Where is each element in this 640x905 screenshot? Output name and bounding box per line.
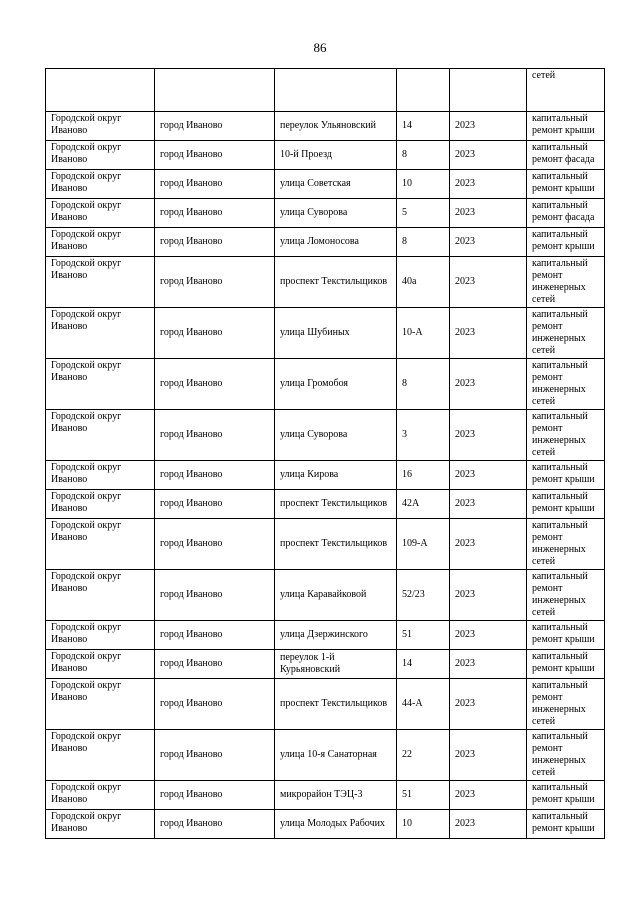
cell-municipality: Городской округ Иваново [46,141,155,170]
table-row [46,308,605,359]
cell-work-type: капитальный ремонт инженерных сетей [527,308,605,359]
cell-settlement: город Иваново [155,621,275,650]
cell-street: улица Суворова [275,410,397,461]
cell-house: 22 [397,730,450,781]
cell-municipality: Городской округ Иваново [46,781,155,810]
cell-work-type: капитальный ремонт фасада [527,199,605,228]
table-row [46,490,605,519]
cell-street: улица Громобоя [275,359,397,410]
table-row [46,730,605,781]
cell-settlement: город Иваново [155,257,275,308]
cell-municipality: Городской округ Иваново [46,810,155,839]
cell-settlement: город Иваново [155,359,275,410]
table-row [46,112,605,141]
cell-house [397,69,450,112]
cell-house: 42А [397,490,450,519]
cell-work-type: капитальный ремонт инженерных сетей [527,679,605,730]
page-number: 86 [313,40,327,55]
cell-street: проспект Текстильщиков [275,519,397,570]
cell-house: 10 [397,810,450,839]
cell-house: 10-А [397,308,450,359]
cell-municipality: Городской округ Иваново [46,621,155,650]
table-row [46,359,605,410]
cell-street: улица Ломоносова [275,228,397,257]
cell-work-type: капитальный ремонт инженерных сетей [527,257,605,308]
table-row [46,228,605,257]
cell-settlement: город Иваново [155,650,275,679]
table-row [46,810,605,839]
cell-settlement: город Иваново [155,570,275,621]
table-row [46,461,605,490]
cell-work-type: капитальный ремонт крыши [527,490,605,519]
table-row [46,170,605,199]
cell-year: 2023 [450,359,527,410]
cell-year: 2023 [450,141,527,170]
cell-year: 2023 [450,679,527,730]
cell-municipality: Городской округ Иваново [46,308,155,359]
table-row [46,679,605,730]
cell-street: проспект Текстильщиков [275,257,397,308]
housing-repair-table [45,68,605,839]
table-row [46,141,605,170]
cell-settlement: город Иваново [155,308,275,359]
cell-house: 5 [397,199,450,228]
cell-house: 3 [397,410,450,461]
cell-house: 51 [397,781,450,810]
cell-house: 14 [397,112,450,141]
cell-work-type: капитальный ремонт крыши [527,170,605,199]
cell-street: проспект Текстильщиков [275,490,397,519]
cell-year: 2023 [450,257,527,308]
cell-municipality: Городской округ Иваново [46,359,155,410]
cell-settlement: город Иваново [155,490,275,519]
table-row [46,621,605,650]
cell-street: микрорайон ТЭЦ-3 [275,781,397,810]
cell-year: 2023 [450,490,527,519]
cell-street [275,69,397,112]
cell-municipality: Городской округ Иваново [46,112,155,141]
cell-settlement: город Иваново [155,170,275,199]
cell-work-type: капитальный ремонт крыши [527,650,605,679]
cell-municipality [46,69,155,112]
cell-work-type: капитальный ремонт инженерных сетей [527,730,605,781]
cell-municipality: Городской округ Иваново [46,410,155,461]
cell-year [450,69,527,112]
cell-work-type: капитальный ремонт крыши [527,621,605,650]
cell-street: улица Советская [275,170,397,199]
cell-municipality: Городской округ Иваново [46,730,155,781]
cell-work-type: капитальный ремонт инженерных сетей [527,410,605,461]
cell-year: 2023 [450,410,527,461]
cell-street: улица Каравайковой [275,570,397,621]
cell-year: 2023 [450,730,527,781]
cell-work-type: капитальный ремонт крыши [527,810,605,839]
cell-house: 16 [397,461,450,490]
cell-work-type: капитальный ремонт крыши [527,228,605,257]
cell-settlement: город Иваново [155,730,275,781]
cell-house: 8 [397,359,450,410]
cell-work-type: капитальный ремонт крыши [527,112,605,141]
cell-street: 10-й Проезд [275,141,397,170]
cell-municipality: Городской округ Иваново [46,570,155,621]
table-row [46,199,605,228]
cell-work-type: капитальный ремонт инженерных сетей [527,519,605,570]
cell-municipality: Городской округ Иваново [46,650,155,679]
cell-year: 2023 [450,112,527,141]
cell-street: переулок Ульяновский [275,112,397,141]
cell-street: улица Суворова [275,199,397,228]
cell-work-type: капитальный ремонт крыши [527,461,605,490]
cell-work-type: капитальный ремонт инженерных сетей [527,570,605,621]
cell-year: 2023 [450,570,527,621]
cell-municipality: Городской округ Иваново [46,679,155,730]
cell-municipality: Городской округ Иваново [46,519,155,570]
cell-year: 2023 [450,519,527,570]
cell-year: 2023 [450,170,527,199]
cell-street: улица Кирова [275,461,397,490]
cell-house: 51 [397,621,450,650]
cell-year: 2023 [450,621,527,650]
cell-street: переулок 1-й Курьяновский [275,650,397,679]
cell-street: проспект Текстильщиков [275,679,397,730]
cell-settlement: город Иваново [155,112,275,141]
table-row-continuation [46,69,605,112]
cell-year: 2023 [450,461,527,490]
cell-municipality: Городской округ Иваново [46,199,155,228]
cell-work-type: капитальный ремонт инженерных сетей [527,359,605,410]
cell-municipality: Городской округ Иваново [46,490,155,519]
cell-settlement: город Иваново [155,199,275,228]
cell-house: 10 [397,170,450,199]
cell-settlement: город Иваново [155,519,275,570]
cell-municipality: Городской округ Иваново [46,257,155,308]
cell-street: улица Дзержинского [275,621,397,650]
cell-house: 109-А [397,519,450,570]
cell-year: 2023 [450,781,527,810]
table-row [46,570,605,621]
cell-settlement: город Иваново [155,810,275,839]
cell-work-type: капитальный ремонт крыши [527,781,605,810]
table-row [46,410,605,461]
table-row [46,650,605,679]
table-row [46,519,605,570]
cell-house: 40а [397,257,450,308]
cell-house: 8 [397,228,450,257]
table-row [46,781,605,810]
cell-year: 2023 [450,199,527,228]
cell-municipality: Городской округ Иваново [46,461,155,490]
cell-settlement: город Иваново [155,461,275,490]
cell-street: улица Молодых Рабочих [275,810,397,839]
table-row [46,257,605,308]
cell-house: 14 [397,650,450,679]
cell-settlement: город Иваново [155,141,275,170]
cell-street: улица 10-я Санаторная [275,730,397,781]
cell-year: 2023 [450,308,527,359]
cell-settlement: город Иваново [155,679,275,730]
cell-settlement: город Иваново [155,781,275,810]
cell-municipality: Городской округ Иваново [46,170,155,199]
cell-year: 2023 [450,650,527,679]
cell-year: 2023 [450,228,527,257]
cell-house: 8 [397,141,450,170]
cell-settlement: город Иваново [155,410,275,461]
cell-settlement [155,69,275,112]
cell-house: 52/23 [397,570,450,621]
cell-street: улица Шубиных [275,308,397,359]
cell-year: 2023 [450,810,527,839]
cell-house: 44-А [397,679,450,730]
cell-municipality: Городской округ Иваново [46,228,155,257]
cell-work-type: сетей [527,69,605,112]
cell-work-type: капитальный ремонт фасада [527,141,605,170]
cell-settlement: город Иваново [155,228,275,257]
